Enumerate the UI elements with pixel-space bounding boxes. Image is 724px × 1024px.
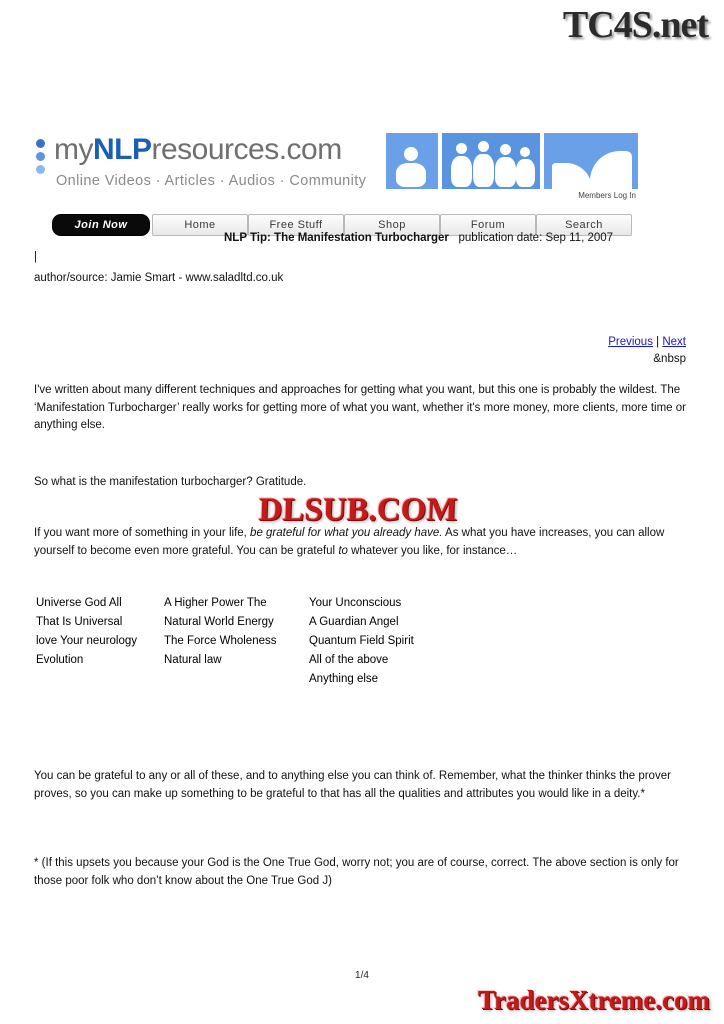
- logo-wordmark: [54, 133, 342, 167]
- banner-image-group-icon: [442, 133, 540, 189]
- nbsp-text: &nbsp: [653, 353, 686, 365]
- logo-nlp: NLP: [93, 133, 152, 166]
- nav-home[interactable]: Home: [152, 214, 248, 236]
- masthead-banner-images: [386, 133, 638, 200]
- paragraph-3-emphasis-2: to: [338, 544, 348, 557]
- list-item: Anything else: [309, 673, 379, 685]
- article-title: NLP Tip: The Manifestation Turbocharger: [224, 232, 449, 244]
- list-item: Universe God All: [36, 597, 122, 609]
- list-item: Your Unconscious: [309, 597, 402, 609]
- banner-image-person-icon: [386, 133, 438, 189]
- article-title-line: [224, 230, 684, 247]
- banner-image-landscape-icon: [544, 133, 638, 189]
- list-item: That Is Universal: [36, 616, 123, 628]
- page-number: 1/4: [355, 970, 369, 981]
- site-watermark-top: TC4S.net: [562, 4, 708, 46]
- next-link[interactable]: Next: [662, 336, 686, 348]
- site-logo[interactable]: [34, 133, 382, 205]
- article-publication-date: publication date: Sep 11, 2007: [458, 232, 614, 244]
- nav-free-stuff[interactable]: Free Stuff: [248, 214, 344, 236]
- nav-forum[interactable]: Forum: [440, 214, 536, 236]
- tagline-community: Community: [289, 173, 367, 189]
- nav-shop[interactable]: Shop: [344, 214, 440, 236]
- tagline-articles: Articles: [164, 173, 216, 189]
- nav-join-now[interactable]: Join Now: [52, 214, 150, 236]
- logo-tagline: [56, 173, 366, 189]
- gratitude-column-1: [36, 594, 164, 670]
- dlsub-watermark: DLSUB.COM: [257, 492, 459, 528]
- tradersxtreme-watermark: TradersXtreme.com: [477, 985, 710, 1015]
- paragraph-3-part-b: As what you have increases, you can allow yourself to become even more grateful. You can be grateful: [34, 527, 665, 557]
- list-item: love Your neurology: [36, 635, 138, 647]
- nav-search[interactable]: Search: [536, 214, 632, 236]
- paragraph-3-part-a: If you want more of something in your life,: [34, 527, 251, 539]
- tagline-sep-2: ·: [215, 173, 229, 189]
- pager-separator: |: [652, 336, 663, 348]
- article-paragraph-4: You can be grateful to any or all of these, and to anything else you can think of. Remember, what the thinker thinks the prover proves, so you can make up something to be grateful to that has all the qualities and attributes you would like in a deity.*: [34, 770, 671, 800]
- article-header: [34, 230, 684, 287]
- tagline-videos: Online Videos: [56, 173, 152, 189]
- list-item: Natural law: [164, 654, 222, 666]
- members-log-in-label[interactable]: Members Log In: [578, 191, 636, 200]
- paragraph-3-emphasis: be grateful for what you already have.: [250, 527, 443, 539]
- article-paragraph-2: So what is the manifestation turbocharger? Gratitude.: [34, 476, 307, 488]
- tagline-sep-1: ·: [151, 173, 165, 189]
- gratitude-column-2: [164, 594, 309, 670]
- list-item: Evolution: [36, 654, 84, 666]
- tagline-audios: Audios: [228, 173, 276, 189]
- logo-my: my: [54, 133, 93, 166]
- list-item: All of the above: [309, 654, 389, 666]
- site-masthead: [34, 133, 638, 215]
- paragraph-3-part-c: whatever you like, for instance…: [347, 544, 518, 557]
- list-item: A Higher Power The: [164, 597, 267, 609]
- list-item: Quantum Field Spirit: [309, 635, 414, 647]
- article-paragraph-3: [34, 525, 688, 560]
- list-item: Natural World Energy: [164, 616, 274, 628]
- logo-dots-icon: [36, 139, 50, 175]
- logo-rest: resources.com: [151, 133, 342, 166]
- article-author-source: author/source: Jamie Smart - www.saladltd.co.uk: [34, 272, 284, 284]
- article-pager: [34, 336, 686, 348]
- article-pipe: |: [34, 251, 37, 263]
- gratitude-column-3: [309, 594, 489, 689]
- list-item: The Force Wholeness: [164, 635, 277, 647]
- tagline-sep-3: ·: [275, 173, 290, 189]
- article-footnote: * (If this upsets you because your God is the One True God, worry not; you are of course, correct. The above section is only for those poor folk who don’t know about the One True God J): [34, 857, 679, 887]
- list-item: A Guardian Angel: [309, 616, 399, 628]
- article-paragraph-1: I've written about many different techniques and approaches for getting what you want, but this one is probably the wildest. The ‘Manifestation Turbocharger’ really works for getting more of what you want, whether it's more money, more clients, more time or anything else.: [34, 384, 686, 431]
- previous-link[interactable]: Previous: [608, 336, 653, 348]
